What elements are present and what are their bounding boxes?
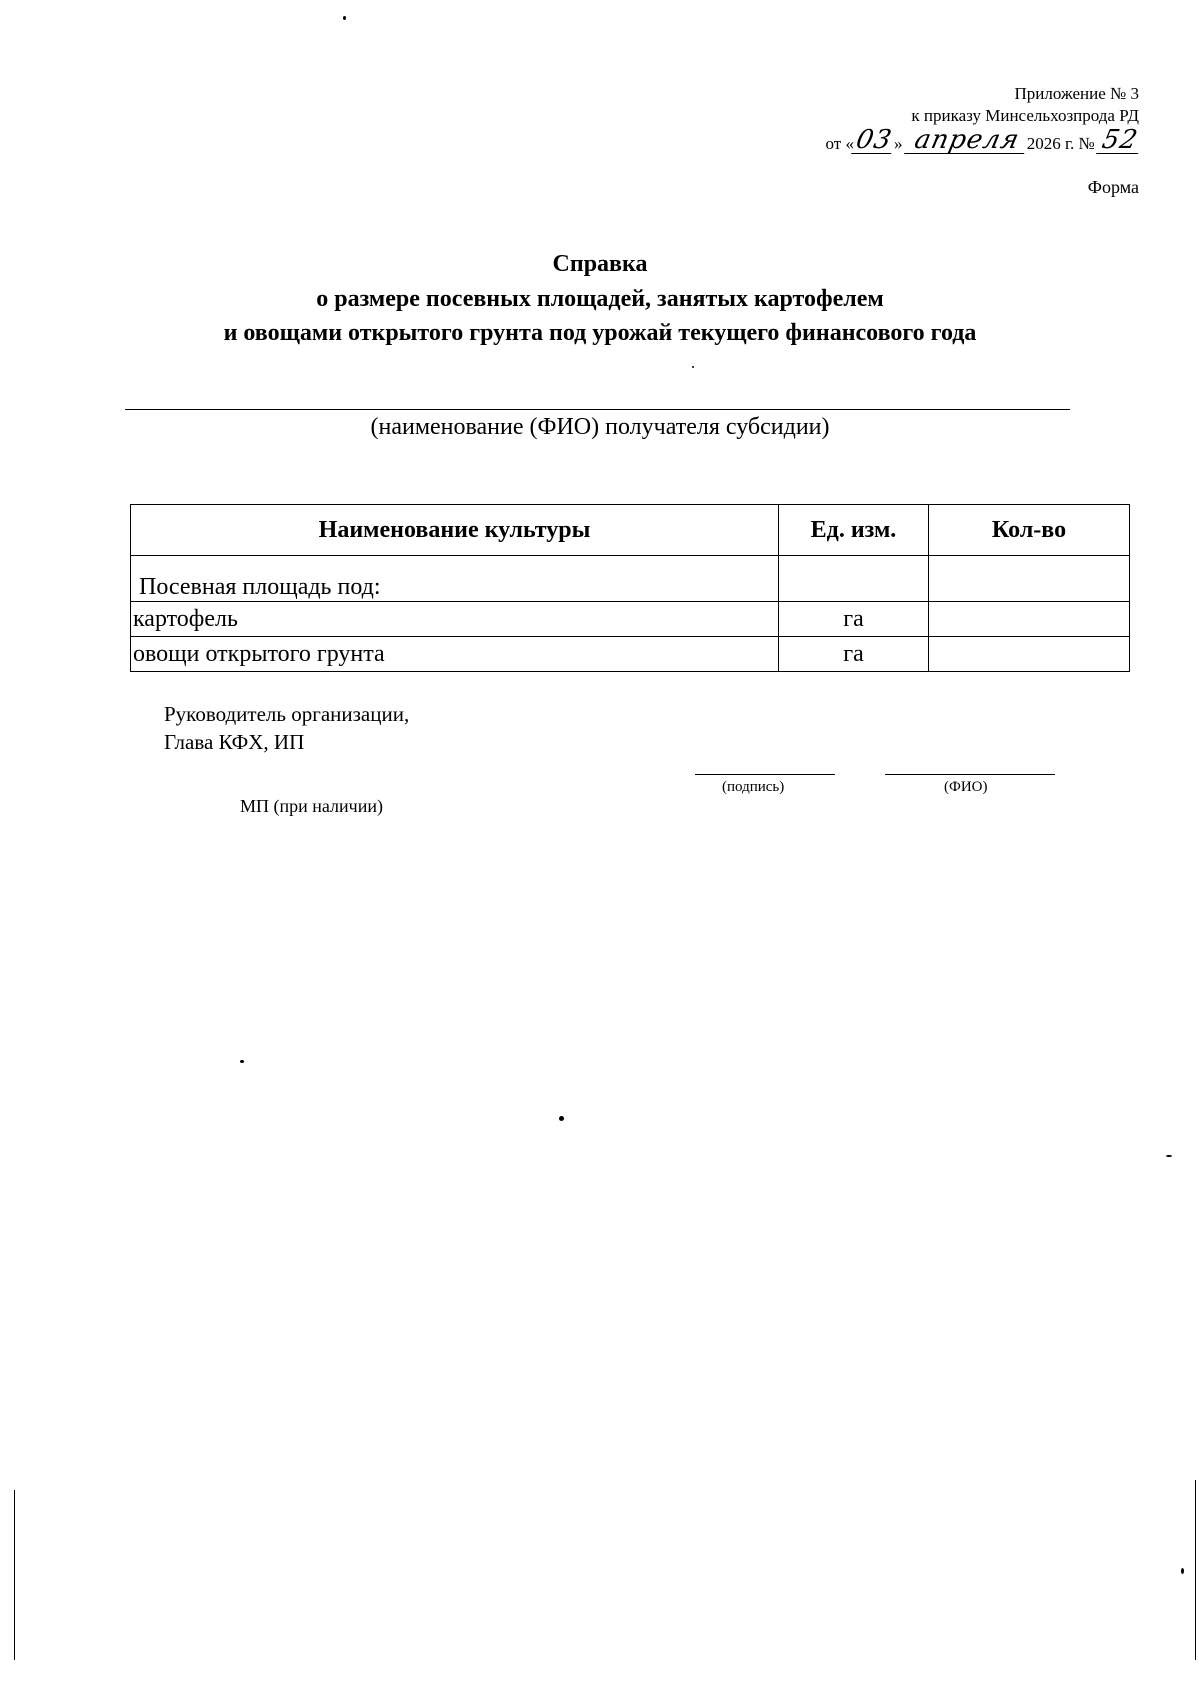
quantity-cell[interactable]	[929, 637, 1130, 672]
head-title-line-2: Глава КФХ, ИП	[164, 730, 305, 754]
handwritten-month: апреля	[904, 127, 1030, 154]
document-title: Справка	[552, 251, 648, 277]
scan-speck	[559, 1116, 564, 1121]
head-title-line-1: Руководитель организации,	[164, 702, 410, 726]
scan-speck	[240, 1060, 244, 1063]
handwritten-order-number: 52	[1096, 127, 1144, 154]
scan-speck	[692, 366, 694, 368]
unit-cell	[779, 556, 929, 602]
stamp-label: МП (при наличии)	[240, 796, 383, 816]
table-row	[131, 602, 1130, 637]
crop-area-table	[130, 504, 1130, 672]
order-date-line	[826, 127, 1142, 153]
column-header-unit: Ед. изм.	[779, 505, 929, 556]
form-label: Форма	[1087, 177, 1139, 197]
column-header-crop: Наименование культуры	[131, 505, 779, 556]
order-reference: к приказу Минсельхозпрода РД	[911, 106, 1139, 125]
quantity-cell[interactable]	[929, 556, 1130, 602]
recipient-name-field[interactable]	[125, 409, 1070, 410]
document-subtitle-line-2: и овощами открытого грунта под урожай текущего финансового года	[223, 320, 977, 346]
recipient-caption: (наименование (ФИО) получателя субсидии)	[370, 414, 830, 440]
column-header-quantity: Кол-во	[929, 505, 1130, 556]
scan-edge-line	[1195, 1480, 1196, 1660]
unit-cell: га	[779, 602, 929, 637]
scan-speck	[1166, 1155, 1172, 1157]
table-header-row	[131, 505, 1130, 556]
signature-field[interactable]	[695, 774, 835, 775]
year-text: 2026 г. №	[1026, 134, 1095, 153]
day-suffix: »	[893, 134, 903, 153]
table-row	[131, 637, 1130, 672]
document-subtitle-line-1: о размере посевных площадей, занятых картофелем	[316, 286, 884, 312]
table-row	[131, 556, 1130, 602]
unit-cell: га	[779, 637, 929, 672]
crop-name-cell: Посевная площадь под:	[131, 556, 779, 602]
crop-name-cell: картофель	[131, 602, 779, 637]
scan-speck	[343, 16, 346, 20]
date-prefix: от «	[825, 134, 854, 153]
fio-caption: (ФИО)	[944, 779, 988, 795]
scan-edge-line	[14, 1490, 15, 1660]
handwritten-day: 03	[851, 127, 897, 154]
appendix-number: Приложение № 3	[1014, 84, 1139, 103]
crop-name-cell: овощи открытого грунта	[131, 637, 779, 672]
fio-field[interactable]	[885, 774, 1055, 775]
quantity-cell[interactable]	[929, 602, 1130, 637]
signature-caption: (подпись)	[722, 779, 785, 795]
scan-speck	[1181, 1568, 1184, 1574]
